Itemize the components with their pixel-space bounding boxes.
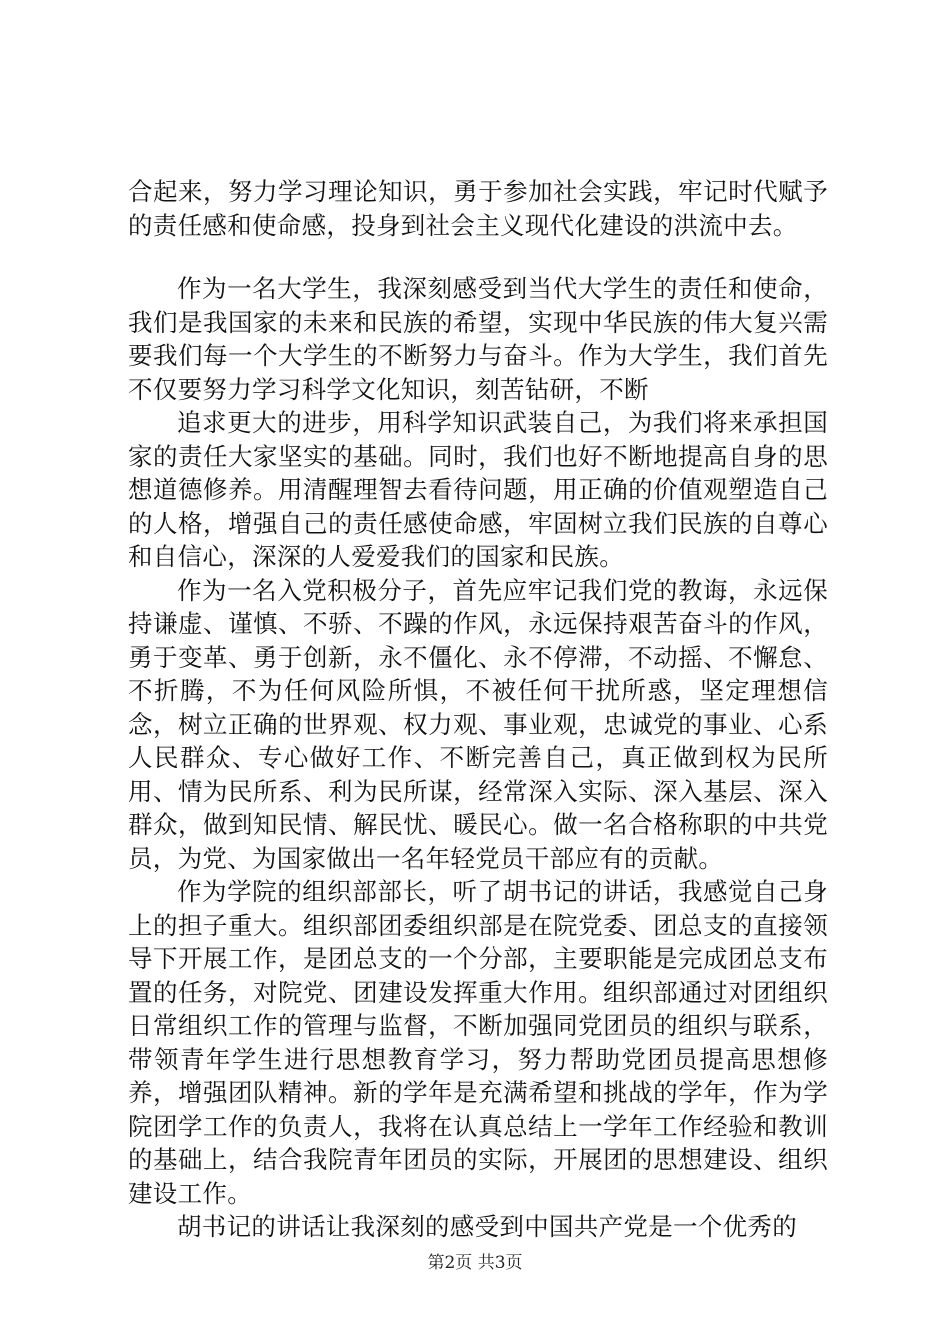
- paragraph-student-responsibility: 作为一名大学生，我深刻感受到当代大学生的责任和使命，我们是我国家的未来和民族的希望，实现中华民族的伟大复兴需要我们每一个大学生的不断努力与奋斗。作为大学生，我们首先不仅要努力学习科学文化知识，刻苦钻研，不断: [128, 274, 828, 404]
- paragraph-closing: 胡书记的讲话让我深刻的感受到中国共产党是一个优秀的: [177, 1212, 797, 1241]
- paragraph-continuation: 合起来，努力学习理论知识，勇于参加社会实践，牢记时代赋予的责任感和使命感，投身到社会主义现代化建设的洪流中去。: [128, 177, 828, 240]
- page-number-footer: 第2页 共3页: [427, 1253, 523, 1273]
- paragraph-party-activist: 作为一名入党积极分子，首先应牢记我们党的教诲，永远保持谦虚、谨慎、不骄、不躁的作风，永远保持艰苦奋斗的作风，勇于变革、勇于创新，永不僵化、永不停滞，不动摇、不懈怠、不折腾，不为任何风险所惧，不被任何干扰所惑，坚定理想信念，树立正确的世界观、权力观、事业观，忠诚党的事业、心系人民群众、专心做好工作、不断完善自己，真正做到权为民所用、情为民所系、利为民所谋，经常深入实际、深入基层、深入群众，做到知民情、解民忧、暖民心。做一名合格称职的中共党员，为党、为国家做出一名年轻党员干部应有的贡献。: [128, 575, 828, 873]
- document-body: [128, 175, 828, 1244]
- paragraph-organization-minister: 作为学院的组织部部长，听了胡书记的讲话，我感觉自己身上的担子重大。组织部团委组织部是在院党委、团总支的直接领导下开展工作，是团总支的一个分部，主要职能是完成团总支布置的任务，对院党、团建设发挥重大作用。组织部通过对团组织日常组织工作的管理与监督，不断加强同党团员的组织与联系，带领青年学生进行思想教育学习，努力帮助党团员提高思想修养，增强团队精神。新的学年是充满希望和挑战的学年，作为学院团学工作的负责人，我将在认真总结上一学年工作经验和教训的基础上，结合我院青年团员的实际，开展团的思想建设、组织建设工作。: [128, 877, 828, 1208]
- paragraph-pursue-progress: 追求更大的进步，用科学知识武装自己，为我们将来承担国家的责任大家坚实的基础。同时，我们也好不断地提高自身的思想道德修养。用清醒理智去看待问题，用正确的价值观塑造自己的人格，增强自己的责任感使命感，牢固树立我们民族的自尊心和自信心，深深的人爱爱我们的国家和民族。: [128, 408, 828, 571]
